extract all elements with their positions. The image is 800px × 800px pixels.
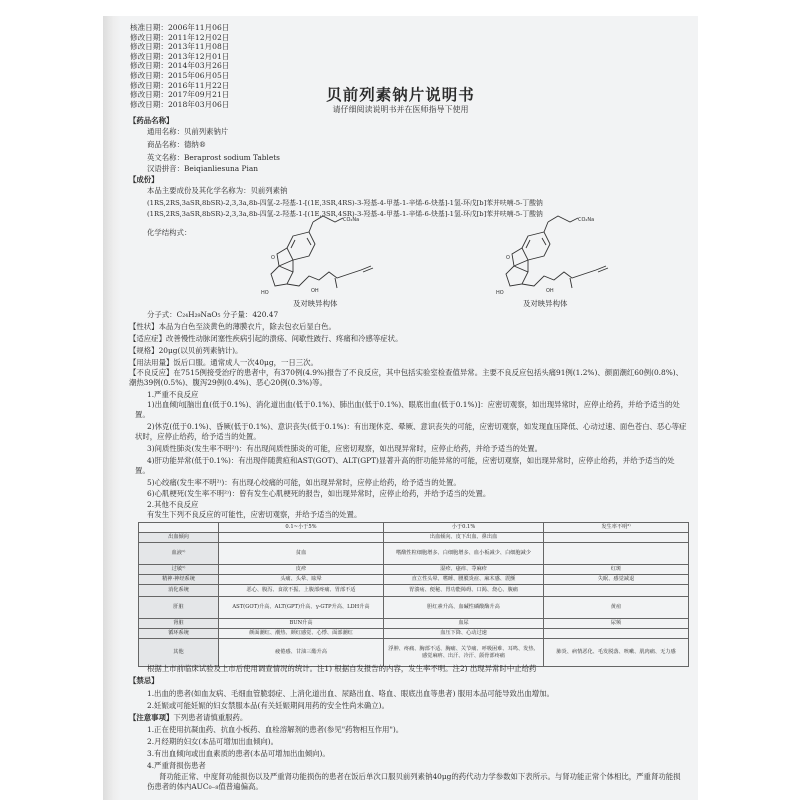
chemical-structure-2 — [488, 214, 618, 304]
composition-heading: 【成份】 — [129, 175, 159, 184]
cell: 直立性头晕、嗜睡、腰膜炎症、麻木感、震颤 — [384, 575, 544, 585]
date-line: 修改日期：2011年12月02日 — [130, 32, 230, 42]
precautions-intro: 下列患者请慎重服药。 — [173, 713, 248, 722]
contraindication-2: 2.妊娠或可能妊娠的妇女禁服本品(有关妊娠期间用药的安全性尚未确立)。 — [147, 701, 389, 710]
other-intro: 有发生下列不良反应的可能性，应密切观察，并给予适当的处置。 — [147, 510, 362, 519]
trade-name: 商品名称：德纳® — [147, 140, 207, 149]
date-line: 修改日期：2018年03月06日 — [130, 99, 230, 109]
precaution-item-1: 1.正在使用抗凝血药、抗血小板药、血栓溶解剂的患者(参见"药物相互作用")。 — [147, 725, 404, 734]
cell — [219, 533, 384, 543]
adverse-reaction-table — [138, 522, 689, 667]
cell: 湿疹、瘙痒、荨麻疹 — [384, 565, 544, 575]
table-row — [139, 629, 689, 639]
system-cell: 血液¹⁾ — [139, 543, 219, 565]
precaution-item-4: 4.严重肾损伤患者 — [147, 761, 206, 770]
generic-name: 通用名称：贝前列素钠片 — [147, 127, 229, 136]
table-header-row — [139, 523, 689, 533]
document-subtitle: 请仔细阅读说明书并在医师指导下使用 — [332, 105, 469, 114]
cell: 贫血 — [219, 543, 384, 565]
adverse-intro: 【不良反应】在7515例接受治疗的患者中，有370例(4.9%)报告了不良反应，其中包括实验室检查值异常。主要不良反应包括头痛91例(1.2%)、颜面潮红60例(0.8%)、潮热39例(0.5%)、腹泻29例(0.4%)、恶心20例(0.3%)等。 — [129, 368, 684, 388]
precautions-heading: 【注意事项】 — [129, 713, 174, 722]
cell: AST(GOT)升高、ALT(GPT)升高、γ-GTP升高、LDH升高 — [219, 597, 384, 619]
svg-text:OH: OH — [546, 288, 554, 294]
cell: 嗜酸性粒细胞增多、白细胞增多、血小板减少、白细胞减少 — [384, 543, 544, 565]
cell — [544, 585, 689, 597]
cell: 黄疸 — [544, 597, 689, 619]
cell: 红斑 — [544, 565, 689, 575]
table-header: 小于0.1% — [384, 523, 544, 533]
contraindication-1: 1.出血的患者(如血友病、毛细血管脆弱症、上消化道出血、尿路出血、咯血、眼底出血等患者) 服用本品可能导致出血增加。 — [147, 689, 554, 698]
cell: 疲倦感、甘油三酯升高 — [219, 639, 384, 667]
severe-item-5: 5)心绞痛(发生率不明²⁾)：有出现心绞痛的可能，如出现异常时，应停止给药，给予适当的处置。 — [147, 478, 461, 487]
renal-paragraph: 肾功能正常、中度肾功能损伤以及严重肾功能损伤的患者在饭后单次口服贝前列素钠40μg的药代动力学参数如下表所示。与肾功能正常个体相比，严重肾功能损伤患者的体内AUC₀₋₈值普遍偏高。 — [147, 772, 681, 792]
severe-item-4: 4)肝功能异常(低于0.1%)：有出现伴随黄疸和AST(GOT)、ALT(GPT)显著升高的肝功能异常的可能，应密切观察，如出现异常时，应停止给药，并给予适当的处置。 — [135, 456, 675, 476]
system-cell: 肾脏 — [139, 619, 219, 629]
svg-text:O: O — [506, 255, 510, 261]
cell: 尿频 — [544, 619, 689, 629]
spec-line: 【规格】20μg(以贝前列素钠计)。 — [129, 346, 243, 355]
precautions-heading-line — [129, 713, 247, 723]
isomer-label-1: 及对映异构体 — [293, 299, 338, 308]
date-line: 修改日期：2016年11月22日 — [130, 80, 230, 90]
svg-text:CO₂Na: CO₂Na — [343, 217, 360, 223]
cell: 出血倾向、皮下出血、鼻出血 — [384, 533, 544, 543]
severe-item-1: 1)出血倾向[脑出血(低于0.1%)、消化道出血(低于0.1%)、肺出血(低于0.1%)、眼底出血(低于0.1%)]：应密切观察，如出现异常时，应停止给药，并给予适当的处置。 — [135, 400, 680, 420]
chemical-name-1: (1RS,2RS,3aSR,8bSR)-2,3,3a,8b-四氢-2-羟基-1-[(1E,3SR,4RS)-3-羟基-4-甲基-1-辛烯-6-炔基]-1氢-环戊[b]苯并呋喃-5-丁酸钠 — [147, 199, 543, 207]
system-cell: 出血倾向 — [139, 533, 219, 543]
severe-item-2: 2)休克(低于0.1%)、昏厥(低于0.1%)、意识丧失(低于0.1%)：有出现休克、晕厥、意识丧失的可能，应密切观察，如发现血压降低、心动过速、面色苍白、恶心等症状时，应停止给药，给予适当的处置。 — [135, 422, 687, 442]
svg-text:OH: OH — [311, 288, 319, 294]
system-cell: 其他 — [139, 639, 219, 667]
table-row — [139, 597, 689, 619]
english-name: 英文名称：Beraprost sodium Tablets — [147, 153, 280, 162]
table-note: 根据上市前临床试验及上市后使用调查情况的统计。注1) 根据自发报告的内容，发生率不明。注2) 出现异常时中止给药 — [147, 664, 537, 673]
svg-text:CO₂Na: CO₂Na — [578, 217, 595, 223]
cell: 失眠、感觉减退 — [544, 575, 689, 585]
cell: 颜面潮红、潮热、颜红感觉、心悸、面部潮红 — [219, 629, 384, 639]
instruction-sheet — [103, 16, 698, 800]
table-row — [139, 565, 689, 575]
table-row — [139, 585, 689, 597]
other-heading: 2.其他不良反应 — [147, 500, 199, 509]
properties-line: 【性状】本品为白色至淡黄色的薄膜衣片，除去包衣后显白色。 — [129, 322, 336, 331]
table-row — [139, 639, 689, 667]
cell: 肺炎、病情恶化、毛发脱落、咳嗽、肌肉痛、无力感 — [544, 639, 689, 667]
contraindications-heading: 【禁忌】 — [129, 676, 159, 685]
chemical-structure-1 — [253, 214, 383, 304]
indications-line: 【适应症】改善慢性动脉闭塞性疾病引起的溃疡、间歇性跛行、疼痛和冷感等症状。 — [129, 334, 403, 343]
table-row — [139, 533, 689, 543]
cell: 血压下降、心动过速 — [384, 629, 544, 639]
svg-text:O: O — [271, 255, 275, 261]
cell: 胆红素升高、血碱性磷酸酶升高 — [384, 597, 544, 619]
severe-heading: 1.严重不良反应 — [147, 390, 199, 399]
isomer-label-2: 及对映异构体 — [523, 299, 568, 308]
cell: BUN升高 — [219, 619, 384, 629]
severe-item-3: 3)间质性肺炎(发生率不明²⁾)：有出现间质性肺炎的可能，应密切观察，如出现异常时，应停止给药，并给予适当的处置。 — [147, 444, 543, 453]
svg-text:HO: HO — [496, 290, 504, 296]
structure-label: 化学结构式： — [147, 228, 192, 237]
table-row — [139, 543, 689, 565]
cell: 皮疹 — [219, 565, 384, 575]
cell — [544, 543, 689, 565]
date-line: 核准日期：2006年11月06日 — [130, 23, 230, 32]
date-line: 修改日期：2017年09月21日 — [130, 90, 230, 100]
precaution-item-2: 2.月经期的妇女(本品可增加出血倾向)。 — [147, 737, 279, 746]
severe-item-6: 6)心肌梗死(发生率不明²⁾)：曾有发生心肌梗死的报告，如出现异常时，应停止给药，并给予适当的处置。 — [147, 489, 491, 498]
precaution-item-3: 3.有出血倾向或出血素质的患者(本品可增加出血倾向)。 — [147, 749, 330, 758]
composition-main: 本品主要成份及其化学名称为：贝前列素钠 — [147, 186, 288, 195]
table-header: 发生率不明²⁾ — [544, 523, 689, 533]
table-header — [139, 523, 219, 533]
cell: 头痛、头晕、眩晕 — [219, 575, 384, 585]
cell — [544, 533, 689, 543]
formula-line: 分子式：C₂₄H₂₉NaO₅ 分子量：420.47 — [147, 310, 279, 319]
dosage-line: 【用法用量】饭后口服。通常成人一次40μg，一日三次。 — [129, 358, 318, 367]
system-cell: 精神·神经系统 — [139, 575, 219, 585]
table-row — [139, 619, 689, 629]
svg-text:HO: HO — [261, 290, 269, 296]
system-cell: 循环系统 — [139, 629, 219, 639]
system-cell: 消化系统 — [139, 585, 219, 597]
table-row — [139, 575, 689, 585]
cell — [544, 629, 689, 639]
date-line: 修改日期：2014年03月26日 — [130, 61, 230, 71]
table-header: 0.1~小于5% — [219, 523, 384, 533]
cell: 浮肿、疼痛、胸部不适、胸痛、关节痛、呼吸困难、耳鸣、发热、感觉麻痹、出汗、冷汗、颌骨部疼痛 — [384, 639, 544, 667]
name-heading: 【药品名称】 — [129, 116, 174, 125]
cell: 胃溃疡、便秘、胃功能障碍、口渴、烧心、腹痛 — [384, 585, 544, 597]
cell: 血尿 — [384, 619, 544, 629]
date-line: 修改日期：2013年12月01日 — [130, 51, 230, 61]
date-line: 修改日期：2013年11月08日 — [130, 42, 230, 52]
pinyin-name: 汉语拼音：Beiqianliesuna Pian — [147, 164, 259, 173]
cell: 恶心、腹泻、食欲不振、上腹部疼痛、胃部不适 — [219, 585, 384, 597]
document-title: 贝前列素钠片说明书 — [326, 85, 475, 104]
system-cell: 过敏¹⁾ — [139, 565, 219, 575]
chemical-name-2: (1RS,2RS,3aSR,8bSR)-2,3,3a,8b-四氢-2-羟基-1-[(1E,3SR,4SR)-3-羟基-4-甲基-1-辛烯-6-炔基]-1氢-环戊[b]苯并呋喃-5-丁酸钠 — [147, 210, 543, 218]
system-cell: 肝脏 — [139, 597, 219, 619]
date-line: 修改日期：2015年06月05日 — [130, 70, 230, 80]
